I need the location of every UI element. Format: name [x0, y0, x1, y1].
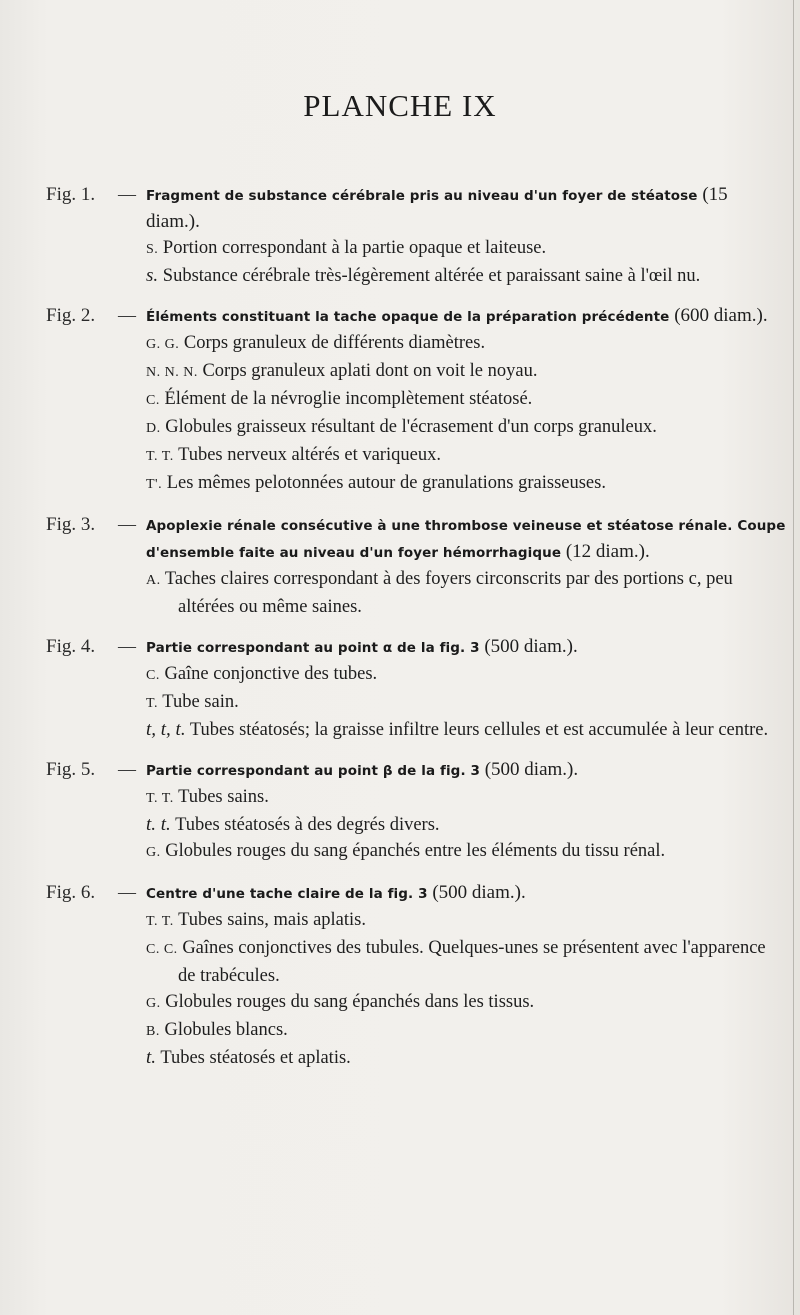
plate-title: PLANCHE IX: [303, 88, 497, 123]
figure-caption: Apoplexie rénale consécutive à une thrombose veineuse et stéatose rénale. Coupe d'ensemble faite au niveau d'un foyer hémorrhagique (12 diam.).: [146, 518, 786, 562]
figure-label: Fig. 4.: [46, 636, 96, 657]
figure-3: [46, 512, 786, 620]
figure-body: [146, 512, 786, 620]
figure-caption: Fragment de substance cérébrale pris au niveau d'un foyer de stéatose (15 diam.).: [146, 184, 728, 232]
figure-body: [146, 880, 786, 1071]
legend-item: C. C. Gaînes conjonctives des tubules. Quelques-unes se présentent avec l'apparence de trabécules.: [146, 938, 766, 986]
figure-caption: Centre d'une tache claire de la fig. 3 (500 diam.).: [146, 882, 526, 903]
legend-item: N. N. N. Corps granuleux aplati dont on voit le noyau.: [146, 361, 538, 381]
figure-label: Fig. 5.: [46, 759, 96, 780]
dash: —: [118, 882, 136, 902]
dash: —: [118, 636, 136, 656]
dash: —: [118, 184, 136, 204]
figure-caption: Éléments constituant la tache opaque de la préparation précédente (600 diam.).: [146, 305, 768, 326]
figure-4: [46, 634, 786, 743]
legend-item: C. Élément de la névroglie incomplètement stéatosé.: [146, 389, 533, 409]
legend-item: T. Tube sain.: [146, 692, 239, 712]
figure-5: [46, 757, 786, 866]
figure-body: [146, 182, 786, 289]
legend-item: T. T. Tubes sains.: [146, 787, 269, 807]
dash: —: [118, 514, 136, 534]
legend-item: t. t. Tubes stéatosés à des degrés divers.: [146, 814, 440, 835]
legend-item: B. Globules blancs.: [146, 1020, 288, 1040]
legend-item: D. Globules graisseux résultant de l'écrasement d'un corps granuleux.: [146, 417, 657, 437]
legend-item: G. Globules rouges du sang épanchés entre les éléments du tissu rénal.: [146, 841, 666, 861]
legend-item: s. Substance cérébrale très-légèrement altérée et paraissant saine à l'œil nu.: [146, 265, 701, 286]
figure-caption: Partie correspondant au point α de la fig. 3 (500 diam.).: [146, 636, 578, 657]
dash: —: [118, 759, 136, 779]
legend-item: S. Portion correspondant à la partie opaque et laiteuse.: [146, 238, 547, 258]
figure-2: [46, 303, 786, 498]
legend-item: T. T. Tubes nerveux altérés et variqueux.: [146, 445, 441, 465]
legend-item: C. Gaîne conjonctive des tubes.: [146, 664, 378, 684]
figure-body: [146, 757, 786, 866]
legend-item: G. Globules rouges du sang épanchés dans les tissus.: [146, 992, 535, 1012]
figure-1: [46, 182, 786, 289]
dash: —: [118, 305, 136, 325]
legend-item: A. Taches claires correspondant à des foyers circonscrits par des portions c, peu altérées ou même saines.: [146, 569, 733, 617]
figure-6: [46, 880, 786, 1071]
legend-item: T'. Les mêmes pelotonnées autour de granulations graisseuses.: [146, 473, 606, 493]
figure-label: Fig. 2.: [46, 305, 96, 326]
figure-body: [146, 303, 786, 498]
legend-item: G. G. Corps granuleux de différents diamètres.: [146, 333, 486, 353]
figure-label: Fig. 6.: [46, 882, 96, 903]
legend-item: T. T. Tubes sains, mais aplatis.: [146, 910, 366, 930]
page-edge: [793, 0, 794, 1315]
figure-body: [146, 634, 786, 743]
figure-caption: Partie correspondant au point β de la fig. 3 (500 diam.).: [146, 759, 579, 780]
legend-item: t. Tubes stéatosés et aplatis.: [146, 1047, 351, 1068]
legend-item: t, t, t. Tubes stéatosés; la graisse infiltre leurs cellules et est accumulée à leur centre.: [146, 719, 769, 740]
figure-label: Fig. 1.: [46, 184, 96, 205]
figure-list: [46, 182, 786, 1085]
figure-label: Fig. 3.: [46, 514, 96, 535]
